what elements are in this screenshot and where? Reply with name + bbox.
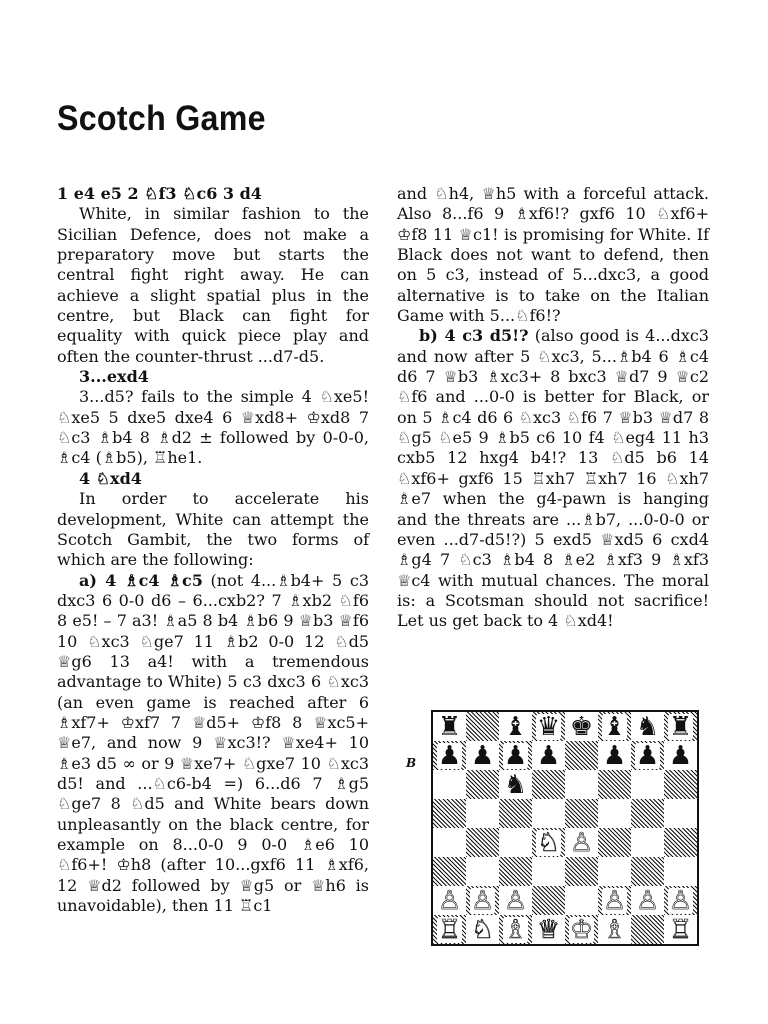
board-square <box>433 886 466 915</box>
paragraph-text: 4 ♘xd4 <box>79 468 142 488</box>
board-square <box>631 741 664 770</box>
board-square <box>532 770 565 799</box>
paragraph-text: 3...exd4 <box>79 367 149 387</box>
black-piece-icon: ♟ <box>470 741 495 770</box>
board-square <box>499 770 532 799</box>
black-piece-icon: ♟ <box>503 741 528 770</box>
white-piece-icon: ♙ <box>668 886 693 915</box>
board-square <box>433 828 466 857</box>
board-square <box>598 828 631 857</box>
black-piece-icon: ♝ <box>602 712 627 741</box>
paragraph <box>57 571 369 917</box>
white-piece-icon: ♕ <box>536 915 561 944</box>
black-piece-icon: ♟ <box>437 741 462 770</box>
board-square <box>664 886 697 915</box>
board-square <box>466 770 499 799</box>
variation-heading: b) 4 c3 d5!? <box>419 326 529 346</box>
board-square <box>532 915 565 944</box>
paragraph-text: (not 4...♗b4+ 5 c3 dxc3 6 0-0 d6 – 6...cxb2? 7 ♗xb2 ♘f6 8 e5! – 7 a3! ♗a5 8 b4 ♗b6 9 ♕b3 ♕f6 10 ♘xc3 ♘ge7 11 ♗b2 0-0 12 ♘d5 ♕g6 13 a4! with a tremendous advantage to White) 5 c3 dxc3 6 ♘xc3 (an even game is reached after 6 ♗xf7+ ♔xf7 7 ♕d5+ ♔f8 8 ♕xc5+ ♕e7, and now 9 ♕xc3!? ♕xe4+ 10 ♗e3 d5 ∞ or 9 ♕xe7+ ♘gxe7 10 ♘xc3 d5! and ...♘c6-b4 =) 6...d6 7 ♗g5 ♘ge7 8 ♘d5 and White bears down unpleasantly on the black centre, for example on 8...0-0 9 0-0 ♗e6 10 ♘f6+! ♔h8 (after 10...gxf6 11 ♗xf6, 12 ♕d2 followed by ♕g5 or ♕h6 is unavoidable), then 11 ♖c1 <box>57 570 369 916</box>
board-square <box>433 741 466 770</box>
black-piece-icon: ♟ <box>635 741 660 770</box>
board-square <box>664 770 697 799</box>
board-square <box>499 799 532 828</box>
black-piece-icon: ♞ <box>503 770 528 799</box>
white-piece-icon: ♙ <box>470 886 495 915</box>
board-square <box>433 915 466 944</box>
chess-diagram <box>431 710 699 946</box>
white-piece-icon: ♙ <box>437 886 462 915</box>
black-piece-icon: ♜ <box>437 712 462 741</box>
board-square <box>499 915 532 944</box>
board-square <box>499 857 532 886</box>
black-piece-icon: ♜ <box>668 712 693 741</box>
board-square <box>664 712 697 741</box>
variation-heading: a) 4 ♗c4 ♗c5 <box>79 570 203 590</box>
board-square <box>631 915 664 944</box>
black-piece-icon: ♚ <box>569 712 594 741</box>
paragraph-text: (also good is 4...dxc3 and now after 5 ♘xc3, 5...♗b4 6 ♗c4 d6 7 ♕b3 ♗xc3+ 8 bxc3 ♕d7 9 ♕c2 ♘f6 and ...0-0 is better for Black, or on 5 ♗c4 d6 6 ♘xc3 ♘f6 7 ♕b3 ♕d7 8 ♘g5 ♘e5 9 ♗b5 c6 10 f4 ♘eg4 11 h3 cxb5 12 hxg4 b4!? 13 ♘d5 b6 14 ♘xf6+ gxf6 15 ♖xh7 ♖xh7 16 ♘xh7 ♗e7 when the g4-pawn is hanging and the threats are ...♗b7, ...0-0-0 or even ...d7-d5!?) 5 exd5 ♕xd5 6 cxd4 ♗g4 7 ♘c3 ♗b4 8 ♗e2 ♗xf3 9 ♗xf3 ♕c4 with mutual chances. The moral is: a Scotsman should not sacrifice! Let us get back to 4 ♘xd4! <box>397 326 709 631</box>
board-square <box>466 915 499 944</box>
black-piece-icon: ♟ <box>536 741 561 770</box>
board-square <box>565 712 598 741</box>
white-piece-icon: ♙ <box>503 886 528 915</box>
black-piece-icon: ♟ <box>668 741 693 770</box>
board-square <box>499 886 532 915</box>
board-square <box>565 741 598 770</box>
board-square <box>565 915 598 944</box>
board-square <box>565 857 598 886</box>
board-square <box>466 799 499 828</box>
paragraph <box>57 204 369 367</box>
board-square <box>532 886 565 915</box>
side-to-move-label: B <box>406 756 417 770</box>
white-piece-icon: ♗ <box>602 915 627 944</box>
board-square <box>565 828 598 857</box>
paragraph <box>57 387 369 468</box>
white-piece-icon: ♗ <box>503 915 528 944</box>
board-square <box>499 741 532 770</box>
board-square <box>631 857 664 886</box>
board-square <box>499 828 532 857</box>
white-piece-icon: ♙ <box>602 886 627 915</box>
board-square <box>532 712 565 741</box>
paragraph-text: In order to accelerate his development, White can attempt the Scotch Gambit, the two forms of which are the following: <box>57 489 369 570</box>
board-square <box>598 770 631 799</box>
board-square <box>466 857 499 886</box>
board-square <box>664 915 697 944</box>
paragraph <box>57 367 369 387</box>
board-square <box>598 741 631 770</box>
board-square <box>598 915 631 944</box>
board-square <box>631 828 664 857</box>
board-square <box>664 741 697 770</box>
board-square <box>565 799 598 828</box>
black-piece-icon: ♝ <box>503 712 528 741</box>
black-piece-icon: ♟ <box>602 741 627 770</box>
paragraph <box>57 184 369 204</box>
board-square <box>532 741 565 770</box>
board-square <box>631 799 664 828</box>
board-square <box>532 799 565 828</box>
paragraph-text: White, in similar fashion to the Sicilian Defence, does not make a preparatory move but starts the central fight right away. He can achieve a slight spatial plus in the centre, but Black can fight for equality with quick piece play and often the counter-thrust ...d7-d5. <box>57 204 369 366</box>
board-square <box>565 770 598 799</box>
chapter-title: Scotch Game <box>57 99 266 138</box>
board-square <box>466 712 499 741</box>
board-square <box>532 828 565 857</box>
left-column <box>57 184 369 916</box>
paragraph-text: 1 e4 e5 2 ♘f3 ♘c6 3 d4 <box>57 184 262 203</box>
paragraph-text: and ♘h4, ♕h5 with a forceful attack. Also 8...f6 9 ♗xf6!? gxf6 10 ♘xf6+ ♔f8 11 ♕c1! is promising for White. If Black does not want to defend, then on 5 c3, instead of 5...dxc3, a good alternative is to take on the Italian Game with 5...♘f6!? <box>397 184 709 326</box>
board-square <box>565 886 598 915</box>
paragraph <box>397 184 709 326</box>
paragraph <box>57 469 369 489</box>
board-square <box>433 857 466 886</box>
board-square <box>631 712 664 741</box>
black-piece-icon: ♞ <box>635 712 660 741</box>
board-square <box>433 799 466 828</box>
board-square <box>664 857 697 886</box>
paragraph <box>57 489 369 570</box>
right-column <box>397 184 709 632</box>
board-square <box>433 712 466 741</box>
white-piece-icon: ♙ <box>635 886 660 915</box>
white-piece-icon: ♘ <box>470 915 495 944</box>
board-square <box>598 886 631 915</box>
board-square <box>598 712 631 741</box>
white-piece-icon: ♔ <box>569 915 594 944</box>
paragraph <box>397 326 709 631</box>
board-square <box>532 857 565 886</box>
board-square <box>466 886 499 915</box>
board-square <box>631 886 664 915</box>
board-square <box>631 770 664 799</box>
white-piece-icon: ♖ <box>437 915 462 944</box>
white-piece-icon: ♘ <box>536 828 561 857</box>
board-square <box>664 828 697 857</box>
board-square <box>598 857 631 886</box>
board-square <box>598 799 631 828</box>
board-square <box>433 770 466 799</box>
paragraph-text: 3...d5? fails to the simple 4 ♘xe5! ♘xe5 5 dxe5 dxe4 6 ♕xd8+ ♔xd8 7 ♘c3 ♗b4 8 ♗d2 ± followed by 0-0-0, ♗c4 (♗b5), ♖he1. <box>57 387 369 468</box>
board-square <box>466 828 499 857</box>
white-piece-icon: ♖ <box>668 915 693 944</box>
board-square <box>499 712 532 741</box>
board-square <box>664 799 697 828</box>
white-piece-icon: ♙ <box>569 828 594 857</box>
black-piece-icon: ♛ <box>536 712 561 741</box>
board-square <box>466 741 499 770</box>
